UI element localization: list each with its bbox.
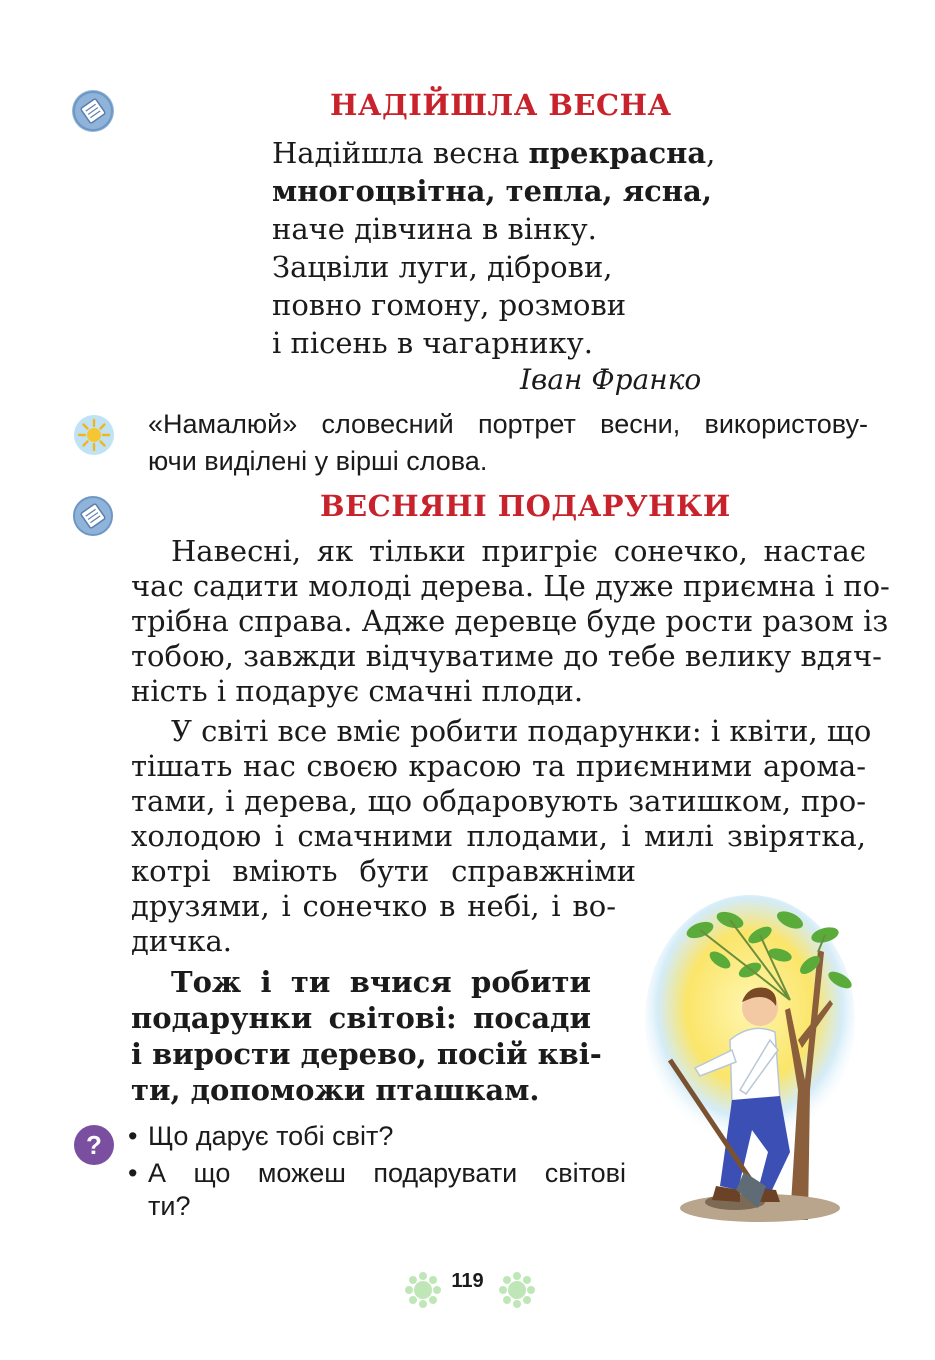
question-text: Що дарує тобі світ? [148, 1121, 394, 1151]
poem-author: Іван Франко [520, 363, 702, 396]
poem-line: Надійшла весна прекрасна, [272, 136, 716, 170]
paragraph-line: У світі все вміє робити подарунки: і квіти, що [171, 714, 872, 748]
book-read-icon [72, 495, 114, 537]
question-text: А що можеш подарувати світові [148, 1158, 626, 1188]
paragraph-line: котрі вміють бути справжніми [131, 854, 636, 888]
paragraph-line: друзями, і сонечко в небі, і во- [131, 889, 616, 923]
question-icon [73, 1124, 115, 1166]
story-paragraph-2-wrap [131, 854, 636, 959]
paragraph-line: і вирости дерево, посій кві- [131, 1037, 602, 1071]
poem-line: Зацвіли луги, діброви, [272, 250, 613, 284]
question-text: ти? [148, 1191, 191, 1221]
bullet: • [128, 1158, 138, 1188]
poem-line: і пісень в чагарнику. [272, 326, 593, 360]
list-item [128, 1157, 626, 1223]
paragraph-line: тами, і дерева, що обдаровують затишком, про- [131, 784, 866, 818]
story-paragraph-3 [131, 964, 602, 1108]
paragraph-line: ність і подарує смачні плоди. [131, 674, 584, 708]
task-line: «Намалюй» словесний портрет весни, використову- [148, 409, 868, 439]
paragraph-line: тішать нас своєю красою та приємними арома- [131, 749, 866, 783]
paragraph-line: Навесні, як тільки пригріє сонечко, настає [171, 534, 866, 568]
book-read-icon [72, 90, 114, 132]
task-line: ючи виділені у вірші слова. [148, 446, 488, 476]
poem-line: наче дівчина в вінку. [272, 212, 597, 246]
paragraph-line: трібна справа. Адже деревце буде рости разом із [131, 604, 889, 638]
poem-body [272, 134, 715, 362]
paragraph-line: Тож і ти вчися робити [171, 965, 591, 999]
page-number-ornament-right [497, 1270, 537, 1314]
poem-title: НАДІЙШЛА ВЕСНА [330, 88, 672, 122]
poem-line: повно гомону, розмови [272, 288, 627, 322]
story-paragraph-1 [131, 534, 890, 709]
story-paragraph-2 [131, 714, 872, 854]
sun-task-icon [73, 414, 115, 456]
paragraph-line: тобою, завжди відчуватиме до тебе велику вдяч- [131, 639, 882, 673]
list-item [128, 1120, 626, 1153]
poem-line: многоцвітна, тепла, ясна, [272, 174, 712, 208]
paragraph-line: ти, допоможи пташкам. [131, 1073, 540, 1107]
paragraph-line: час садити молоді дерева. Це дуже приємна і по- [131, 569, 890, 603]
boy-planting-tree-illustration [640, 890, 860, 1230]
paragraph-line: дичка. [131, 924, 232, 958]
task-text [148, 406, 868, 480]
question-list [128, 1120, 626, 1223]
page-number: 119 [451, 1270, 484, 1292]
paragraph-line: холодою і смачними плодами, і милі звірятка, [131, 819, 866, 853]
story-title: ВЕСНЯНІ ПОДАРУНКИ [320, 489, 731, 523]
paragraph-line: подарунки світові: посади [131, 1001, 591, 1035]
svg-text:?: ? [86, 1130, 102, 1160]
bullet: • [128, 1121, 138, 1151]
